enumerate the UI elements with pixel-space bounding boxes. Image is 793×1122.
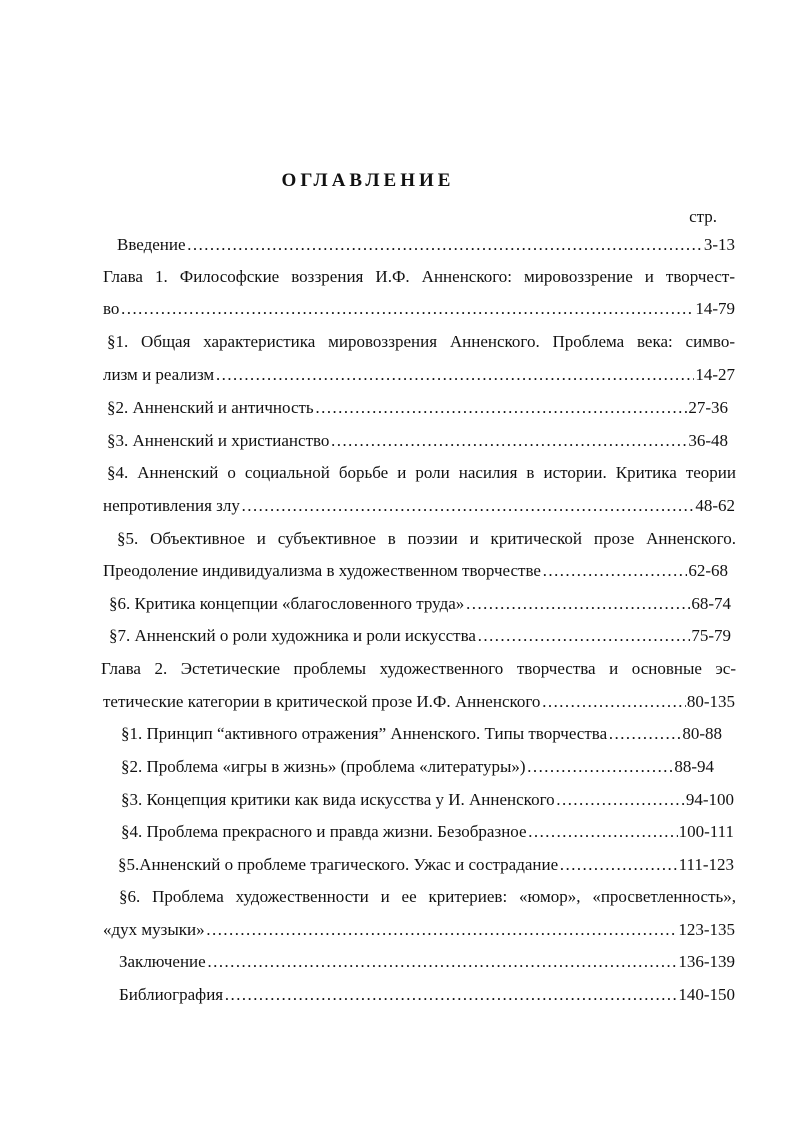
toc-entry-pages: 80-135 xyxy=(686,692,735,711)
toc-ch1-s5-line1: §5. Объективное и субъективное в поэзии и критической прозе Анненского. xyxy=(117,529,736,548)
toc-entry-pages: 14-79 xyxy=(695,299,735,318)
toc-entry-pages: 48-62 xyxy=(695,496,735,515)
toc-entry-pages: 136-139 xyxy=(678,952,735,971)
toc-entry-label: §2. Проблема «игры в жизнь» (проблема «литературы») xyxy=(121,757,526,776)
dot-leader xyxy=(224,984,677,1006)
page-column-label: стр. xyxy=(689,207,717,226)
toc-entry-pages: 88-94 xyxy=(674,757,714,776)
toc-entry-pages: 62-68 xyxy=(688,561,728,580)
dot-leader xyxy=(527,756,674,778)
toc-chapter-2-line1: Глава 2. Эстетические проблемы художественного творчества и основные эс- xyxy=(101,659,736,678)
toc-entry-pages: 68-74 xyxy=(691,594,731,613)
toc-entry-label: тетические категории в критической прозе И.Ф. Анненского xyxy=(103,692,541,711)
toc-title: ОГЛАВЛЕНИЕ xyxy=(281,170,455,191)
toc-entry-label: непротивления злу xyxy=(103,496,240,515)
toc-ch1-s5-line2 xyxy=(103,560,728,582)
toc-ch2-s1 xyxy=(121,723,722,745)
toc-entry-label: Заключение xyxy=(119,952,206,971)
toc-ch1-s6 xyxy=(109,593,731,615)
toc-entry-label: «дух музыки» xyxy=(103,920,205,939)
dot-leader xyxy=(477,625,690,647)
toc-ch2-s2 xyxy=(121,756,714,778)
toc-entry-label: Библиография xyxy=(119,985,224,1004)
toc-entry-pages: 75-79 xyxy=(691,626,731,645)
dot-leader xyxy=(608,723,681,745)
toc-ch1-s4-line2 xyxy=(103,495,735,517)
toc-entry-pages: 27-36 xyxy=(688,398,728,417)
toc-entry-label: во xyxy=(103,299,120,318)
dot-leader xyxy=(330,430,687,452)
toc-entry-label: §6. Критика концепции «благословенного труда» xyxy=(109,594,465,613)
toc-entry-label: Введение xyxy=(117,235,186,254)
toc-entry-label: §4. Проблема прекрасного и правда жизни. Безобразное xyxy=(121,822,527,841)
toc-entry-bibliography xyxy=(119,984,735,1006)
toc-ch2-s6-line2 xyxy=(103,919,735,941)
dot-leader xyxy=(187,234,703,256)
toc-entry-label: §3. Анненский и христианство xyxy=(107,431,330,450)
dot-leader xyxy=(465,593,690,615)
dot-leader xyxy=(120,298,694,320)
toc-entry-pages: 36-48 xyxy=(688,431,728,450)
toc-entry-pages: 100-111 xyxy=(678,822,734,841)
toc-entry-label: Преодоление индивидуализма в художественном творчестве xyxy=(103,561,541,580)
dot-leader xyxy=(207,951,678,973)
toc-entry-pages: 111-123 xyxy=(678,855,734,874)
dot-leader xyxy=(559,854,677,876)
dot-leader xyxy=(556,789,685,811)
dot-leader xyxy=(528,821,678,843)
toc-entry-intro xyxy=(103,234,735,256)
toc-entry-label: лизм и реализм xyxy=(103,365,215,384)
toc-ch1-s3 xyxy=(107,430,728,452)
toc-ch1-s4-line1: §4. Анненский о социальной борьбе и роли насилия в истории. Критика теории xyxy=(107,463,736,482)
toc-ch1-s1-line1: §1. Общая характеристика мировоззрения Анненского. Проблема века: симво- xyxy=(107,332,735,351)
toc-entry-label: §3. Концепция критики как вида искусства у И. Анненского xyxy=(121,790,555,809)
toc-entry-label: §1. Принцип “активного отражения” Анненского. Типы творчества xyxy=(121,724,608,743)
toc-ch2-s4 xyxy=(121,821,734,843)
toc-entry-pages: 3-13 xyxy=(703,235,735,254)
dot-leader xyxy=(215,364,694,386)
dot-leader xyxy=(241,495,694,517)
toc-ch2-s3 xyxy=(121,789,734,811)
toc-entry-pages: 94-100 xyxy=(685,790,734,809)
toc-ch2-s5 xyxy=(118,854,734,876)
toc-entry-conclusion xyxy=(119,951,735,973)
dot-leader xyxy=(542,560,687,582)
toc-chapter-1-line1: Глава 1. Философские воззрения И.Ф. Анненского: мировоззрение и творчест- xyxy=(103,267,735,286)
toc-ch1-s2 xyxy=(107,397,728,419)
toc-entry-label: §2. Анненский и античность xyxy=(107,398,314,417)
toc-chapter-1-line2 xyxy=(103,298,735,320)
toc-ch1-s1-line2 xyxy=(103,364,735,386)
toc-ch2-s6-line1: §6. Проблема художественности и ее критериев: «юмор», «просветленность», xyxy=(119,887,736,906)
dot-leader xyxy=(206,919,678,941)
toc-entry-label: §5.Анненский о проблеме трагического. Ужас и сострадание xyxy=(118,855,559,874)
toc-entry-pages: 80-88 xyxy=(682,724,722,743)
toc-chapter-2-line2 xyxy=(103,691,735,713)
toc-entry-pages: 140-150 xyxy=(678,985,735,1004)
toc-entry-label: §7. Анненский о роли художника и роли искусства xyxy=(109,626,476,645)
dot-leader xyxy=(541,691,685,713)
toc-entry-pages: 14-27 xyxy=(695,365,735,384)
toc-entry-pages: 123-135 xyxy=(678,920,735,939)
dot-leader xyxy=(315,397,688,419)
toc-ch1-s7 xyxy=(109,625,731,647)
